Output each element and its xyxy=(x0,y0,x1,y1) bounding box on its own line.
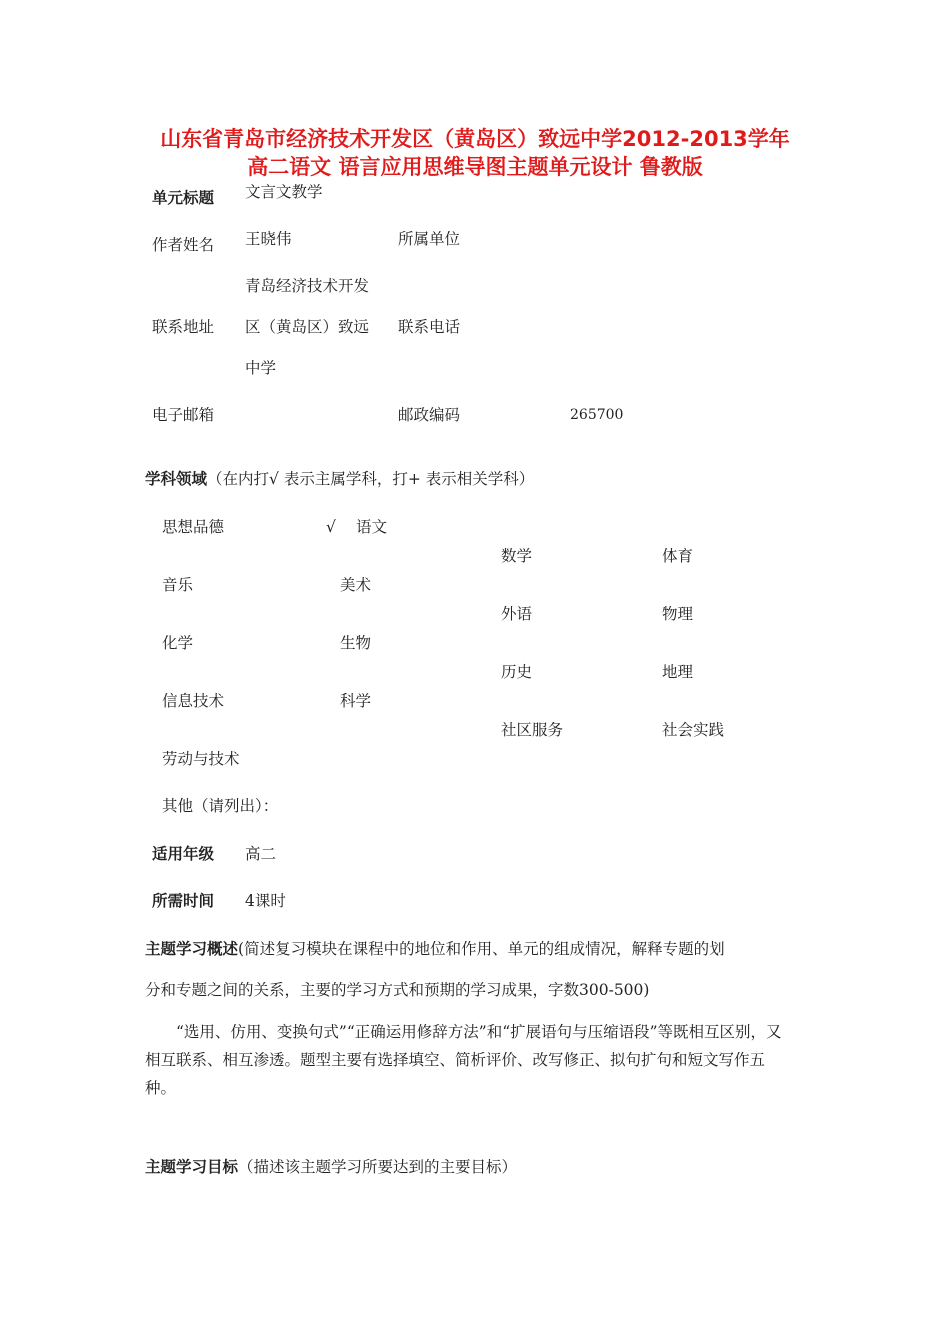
subject-other: 其他（请列出）： xyxy=(162,797,279,815)
subject-community-service: 社区服务 xyxy=(501,721,564,739)
address-label: 联系地址 xyxy=(152,318,215,336)
address-line-3: 中学 xyxy=(245,359,277,377)
subject-social-practice: 社会实践 xyxy=(662,721,725,739)
unit-title-value: 文言文教学 xyxy=(245,183,323,201)
time-label: 所需时间 xyxy=(152,891,215,910)
subject-history: 历史 xyxy=(501,663,533,681)
subject-chinese: 语文 xyxy=(356,518,388,536)
grade-value: 高二 xyxy=(245,845,277,863)
subject-math: 数学 xyxy=(501,547,533,565)
subject-chemistry: 化学 xyxy=(162,634,194,652)
postcode-label: 邮政编码 xyxy=(398,406,461,424)
grade-label: 适用年级 xyxy=(152,844,215,863)
subject-foreign-language: 外语 xyxy=(501,605,533,623)
time-value: 4课时 xyxy=(245,892,286,910)
author-value: 王晓伟 xyxy=(245,230,292,248)
subject-science: 科学 xyxy=(340,692,372,710)
subject-biology: 生物 xyxy=(340,634,372,652)
author-label: 作者姓名 xyxy=(152,236,215,254)
subject-pe: 体育 xyxy=(662,547,694,565)
goals-heading: 主题学习目标 xyxy=(145,1157,239,1176)
subject-physics: 物理 xyxy=(662,605,694,623)
check-mark: √ xyxy=(326,518,336,536)
email-label: 电子邮箱 xyxy=(152,406,215,424)
unit-title-label: 单元标题 xyxy=(152,188,215,207)
overview-note-line-1: (简述复习模块在课程中的地位和作用、单元的组成情况，解释专题的划 xyxy=(238,940,725,958)
subjects-heading: 学科领域 xyxy=(145,469,208,488)
document-title-line-2: 高二语文 语言应用思维导图主题单元设计 鲁教版 xyxy=(247,155,703,179)
subject-geography: 地理 xyxy=(662,663,694,681)
overview-note-line-2: 分和专题之间的关系，主要的学习方式和预期的学习成果，字数300-500) xyxy=(145,981,650,999)
goals-heading-row xyxy=(145,1158,517,1176)
postcode-value: 265700 xyxy=(570,407,624,423)
goals-note: （描述该主题学习所要达到的主要目标） xyxy=(238,1158,518,1176)
overview-heading: 主题学习概述 xyxy=(145,939,239,958)
overview-body: “选用、仿用、变换句式”“正确运用修辞方法”和“扩展语句与压缩语段”等既相互区别，又相互联系、相互渗透。题型主要有选择填空、简析评价、改写修正、拟句扩句和短文写作五种。 xyxy=(145,1023,782,1097)
subject-labor-technology: 劳动与技术 xyxy=(162,750,240,768)
address-line-2: 区（黄岛区）致远 xyxy=(245,318,370,336)
subject-moral: 思想品德 xyxy=(162,518,225,536)
subject-music: 音乐 xyxy=(162,576,194,594)
subjects-note: （在内打√ 表示主属学科，打+ 表示相关学科） xyxy=(207,470,535,488)
overview-heading-row xyxy=(145,940,725,958)
org-label: 所属单位 xyxy=(398,230,461,248)
phone-label: 联系电话 xyxy=(398,318,461,336)
subject-art: 美术 xyxy=(340,576,372,594)
document-title-line-1: 山东省青岛市经济技术开发区（黄岛区）致远中学2012-2013学年 xyxy=(160,127,790,151)
subjects-heading-row xyxy=(145,470,534,488)
address-line-1: 青岛经济技术开发 xyxy=(245,277,370,295)
subject-it: 信息技术 xyxy=(162,692,225,710)
